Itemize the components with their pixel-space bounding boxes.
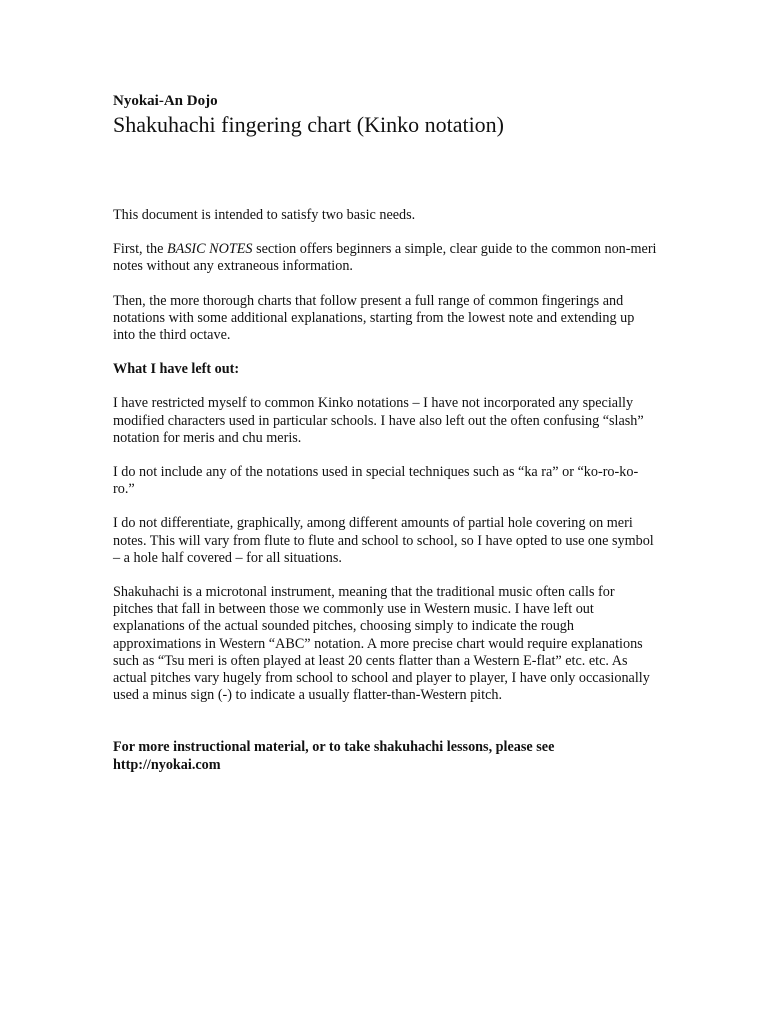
closing-text: For more instructional material, or to take shakuhachi lessons, please see — [113, 739, 555, 756]
left-out-paragraph-1: I have restricted myself to common Kinko notations – I have not incorporated any specially modified characters used in particular schools. I have also left out the often confusing “slash” notation for meris and chu meris. — [113, 395, 644, 446]
intro-paragraph-2-end: section offers beginners a simple, clear guide to the common non-meri notes without any extraneous information. — [113, 241, 657, 275]
left-out-paragraph-2: I do not include any of the notations used in special techniques such as “ka ra” or “ko-ro-ko-ro.” — [113, 464, 639, 498]
intro-paragraph-2 — [113, 241, 658, 275]
nyokai-link[interactable]: http://nyokai.com — [113, 756, 221, 773]
document-page — [113, 92, 658, 774]
closing-note — [113, 739, 658, 773]
basic-notes-reference: BASIC NOTES — [167, 241, 253, 258]
left-out-heading: What I have left out: — [113, 361, 240, 378]
intro-paragraph-1: This document is intended to satisfy two basic needs. — [113, 207, 416, 223]
document-title: Shakuhachi fingering chart (Kinko notation) — [113, 112, 505, 137]
intro-paragraph-2-start: First, the — [113, 241, 167, 258]
left-out-paragraph-3: I do not differentiate, graphically, among different amounts of partial hole covering on meri notes. This will vary from flute to flute and school to school, so I have opted to use one symbol – a hole half covered – for all situations. — [113, 515, 654, 566]
intro-paragraph-3: Then, the more thorough charts that follow present a full range of common fingerings and notations with some additional explanations, starting from the lowest note and extending up into the third octave. — [113, 292, 635, 344]
left-out-paragraph-4: Shakuhachi is a microtonal instrument, meaning that the traditional music often calls for pitches that fall in between those we commonly use in Western music. I have left out explanations of the actual sounded pitches, choosing simply to indicate the rough approximations in Western “ABC” notation. A more precise chart would require explanations such as “Tsu meri is often played at least 20 cents flatter than a Western E-flat” etc. etc. As actual pitches vary hugely from school to school and player to player, I have only occasionally used a minus sign (-) to indicate a usually flatter-than-Western pitch. — [113, 584, 650, 704]
organization-name: Nyokai-An Dojo — [113, 93, 218, 109]
